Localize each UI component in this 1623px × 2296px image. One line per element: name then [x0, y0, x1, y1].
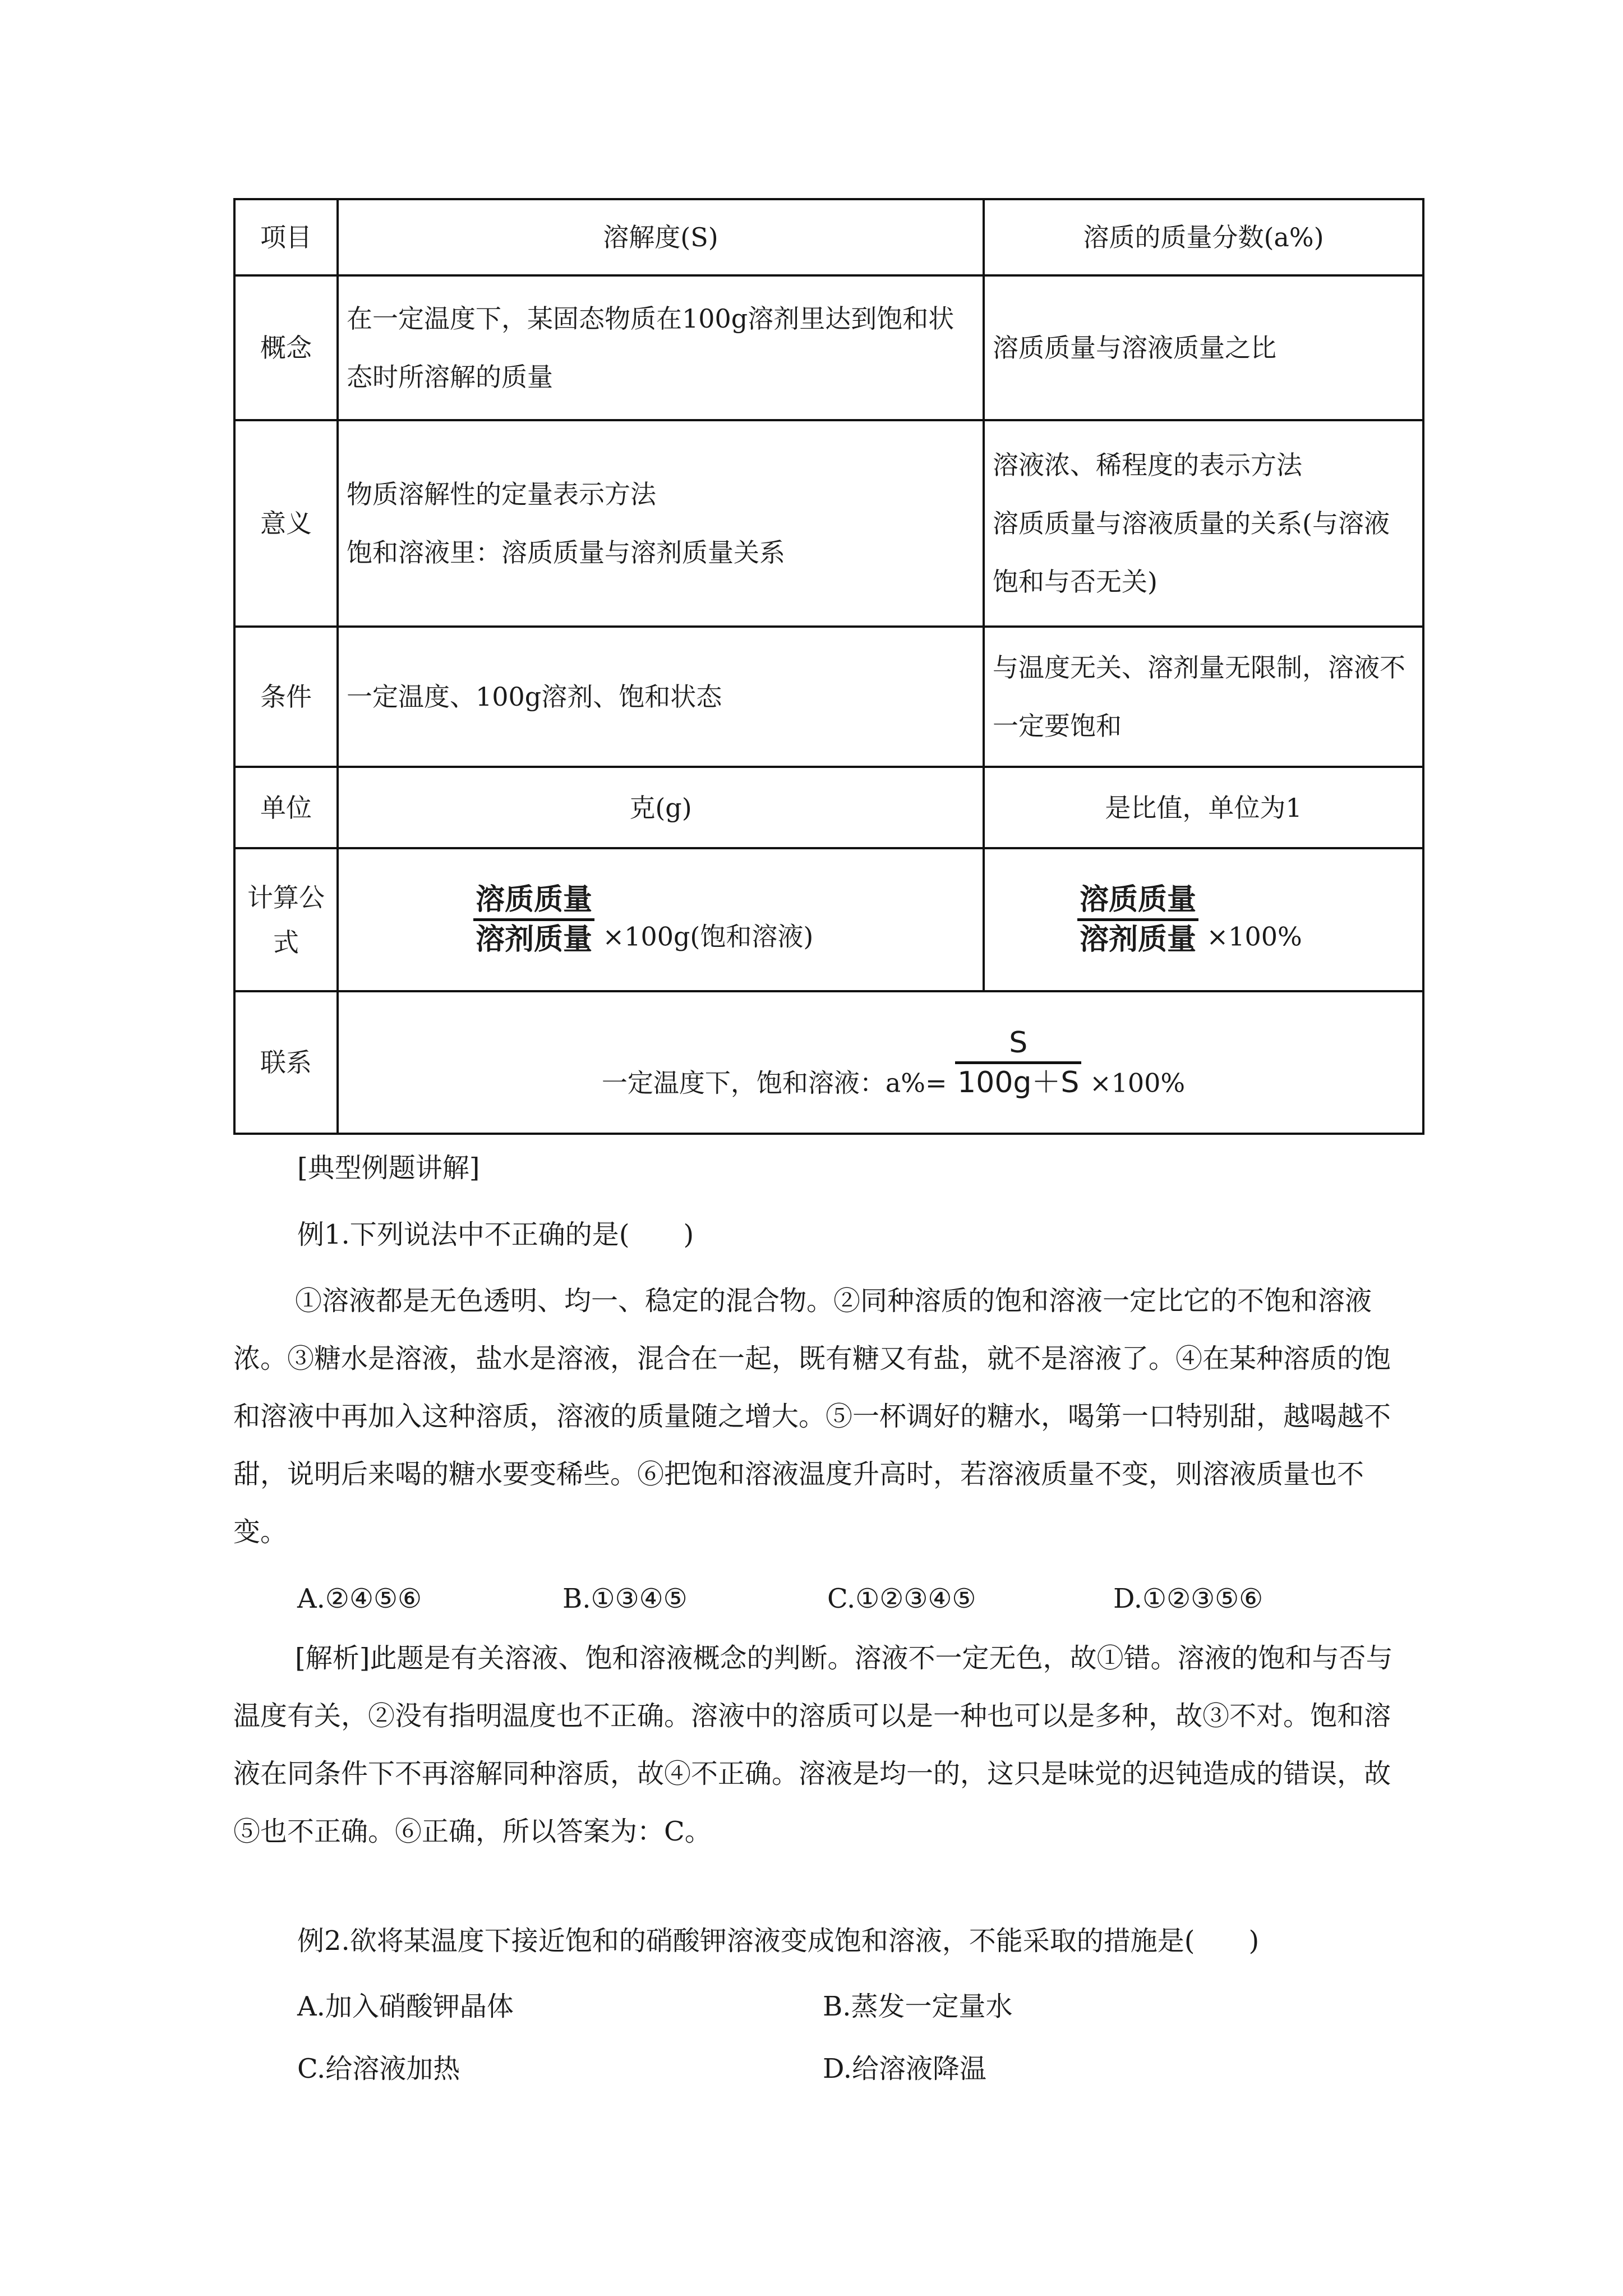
condition-solubility: 一定温度、100g溶剂、饱和状态: [338, 627, 984, 767]
concept-solubility: 在一定温度下，某固态物质在100g溶剂里达到饱和状态时所溶解的质量: [338, 275, 984, 420]
example1-analysis: [解析]此题是有关溶液、饱和溶液概念的判断。溶液不一定无色，故①错。溶液的饱和与否与温度有关，②没有指明温度也不正确。溶液中的溶质可以是一种也可以是多种，故③不对。饱和溶液在同条件下不再溶解同种溶质，故④不正确。溶液是均一的，这只是味觉的迟钝造成的错误，故⑤也不正确。⑥正确，所以答案为：C。: [233, 1642, 1393, 1847]
example2-question: 例2.欲将某温度下接近饱和的硝酸钾溶液变成饱和溶液，不能采取的措施是( ): [297, 1925, 1260, 1957]
relation-suffix: ×100%: [1090, 1068, 1186, 1098]
concept-fraction: 溶质质量与溶液质量之比: [984, 275, 1423, 420]
row-label: 意义: [234, 420, 338, 627]
row-label: 联系: [234, 991, 338, 1134]
section-title: [典型例题讲解]: [297, 1152, 480, 1184]
mass-fraction-fraction: [1077, 881, 1198, 958]
table-header-row: [234, 199, 1423, 275]
meaning-fraction-line: 溶质质量与溶液质量的关系(与溶液饱和与否无关): [993, 508, 1390, 597]
unit-fraction: 是比值，单位为1: [984, 767, 1423, 848]
example2-option-c: C.给溶液加热: [297, 2053, 460, 2085]
row-label: 条件: [234, 627, 338, 767]
relation-prefix: 一定温度下，饱和溶液：a%=: [601, 1068, 947, 1098]
formula-suffix: ×100%: [1206, 921, 1302, 952]
formula-fraction: [984, 848, 1423, 991]
header-fraction: 溶质的质量分数(a%): [984, 199, 1423, 275]
fraction-denominator: 溶剂质量: [476, 923, 593, 956]
table-row-concept: [234, 275, 1423, 420]
row-label: 单位: [234, 767, 338, 848]
example2-option-b: B.蒸发一定量水: [823, 1991, 1013, 2022]
comparison-table: [233, 198, 1424, 1135]
meaning-solubility: [338, 420, 984, 627]
fraction-numerator: S: [955, 1024, 1081, 1064]
formula-suffix: ×100g(饱和溶液): [602, 921, 814, 952]
header-item: 项目: [234, 199, 338, 275]
relation-formula: [338, 991, 1423, 1134]
fraction-numerator: 溶质质量: [1077, 881, 1198, 921]
condition-fraction: 与温度无关、溶剂量无限制，溶液不一定要饱和: [984, 627, 1423, 767]
row-label: 概念: [234, 275, 338, 420]
solubility-fraction: [473, 881, 594, 958]
meaning-solubility-line: 饱和溶液里：溶质质量与溶剂质量关系: [347, 537, 785, 568]
header-solubility: 溶解度(S): [338, 199, 984, 275]
table-row-unit: [234, 767, 1423, 848]
meaning-fraction: [984, 420, 1423, 627]
example1-body: ①溶液都是无色透明、均一、稳定的混合物。②同种溶质的饱和溶液一定比它的不饱和溶液浓。③糖水是溶液，盐水是溶液，混合在一起，既有糖又有盐，就不是溶液了。④在某种溶质的饱和溶液中再加入这种溶质，溶液的质量随之增大。⑤一杯调好的糖水，喝第一口特别甜，越喝越不甜，说明后来喝的糖水要变稀些。⑥把饱和溶液温度升高时，若溶液质量不变，则溶液质量也不变。: [233, 1285, 1391, 1548]
example1-option-c: C.①②③④⑤: [827, 1583, 976, 1614]
table-row-meaning: [234, 420, 1423, 627]
table-row-formula: [234, 848, 1423, 991]
unit-solubility: 克(g): [338, 767, 984, 848]
row-label: 计算公式: [234, 848, 338, 991]
example1-option-d: D.①②③⑤⑥: [1113, 1583, 1264, 1614]
example1-option-b: B.①③④⑤: [562, 1583, 688, 1614]
table-row-relation: [234, 991, 1423, 1134]
relation-fraction: [955, 1024, 1081, 1101]
example1-option-a: A.②④⑤⑥: [297, 1583, 422, 1614]
fraction-numerator: 溶质质量: [473, 881, 594, 921]
example2-option-a: A.加入硝酸钾晶体: [297, 1991, 514, 2022]
fraction-denominator: 溶剂质量: [1080, 923, 1197, 956]
example1-question: 例1.下列说法中不正确的是( ): [297, 1219, 694, 1250]
formula-solubility: [338, 848, 984, 991]
example2-option-d: D.给溶液降温: [823, 2053, 987, 2085]
fraction-denominator: 100g＋S: [957, 1065, 1080, 1099]
meaning-fraction-line: 溶液浓、稀程度的表示方法: [993, 450, 1302, 480]
meaning-solubility-line: 物质溶解性的定量表示方法: [347, 479, 656, 509]
table-row-condition: [234, 627, 1423, 767]
